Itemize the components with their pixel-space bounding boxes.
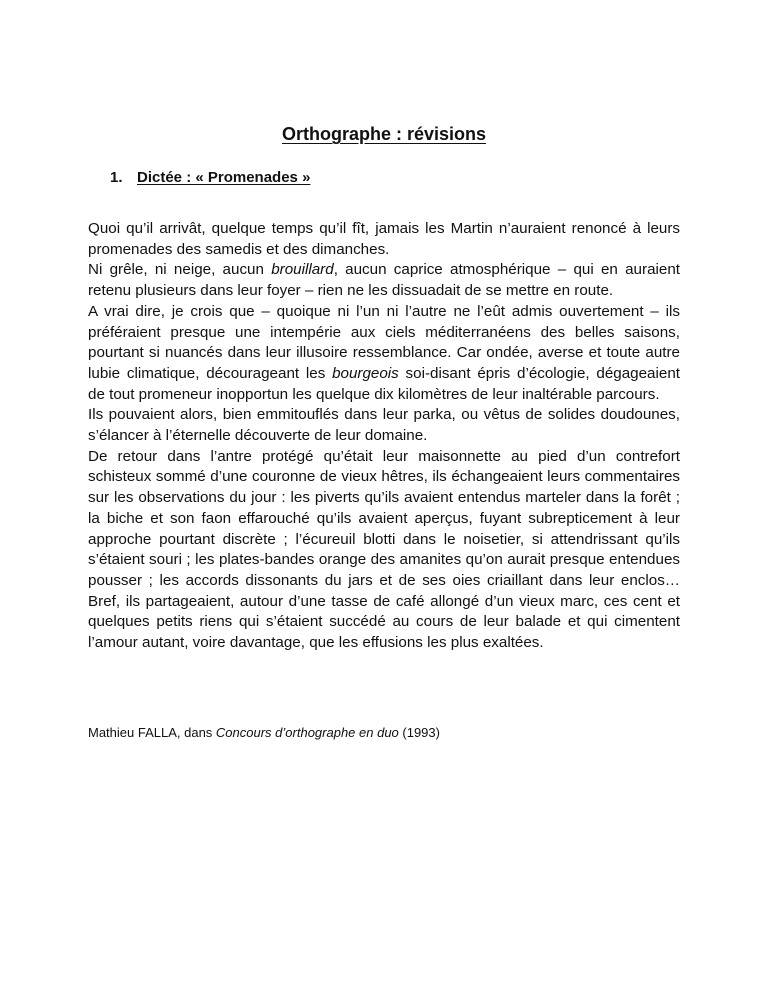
source-work-title: Concours d’orthographe en duo	[215, 725, 399, 740]
paragraph-text: A vrai dire, je crois que – quoique ni l’un ni l’autre ne l’eût admis ouvertement – ils préféraient presque une intempérie aux ciels méditerranéens des belles saisons, pourtant si nuancés dans leur illusoire ressemblance. Car ondée, averse et toute autre lubie climatique, décourageant les	[88, 302, 680, 382]
paragraph-text: Ils pouvaient alors, bien emmitouflés dans leur parka, ou vêtus de solides doudounes, s’élancer à l’éternelle découverte de leur domaine.	[88, 406, 680, 445]
paragraph	[88, 302, 680, 406]
section-heading	[110, 169, 310, 186]
paragraph	[88, 447, 680, 654]
paragraph-emphasis: brouillard	[271, 261, 334, 279]
document-title: Orthographe : révisions	[281, 124, 487, 144]
paragraph	[88, 260, 680, 301]
section-label: Dictée : « Promenades »	[137, 169, 311, 186]
paragraph-text: De retour dans l’antre protégé qu’était leur maisonnette au pied d’un contrefort schisteux sommé d’une couronne de vieux hêtres, ils échangeaient leurs commentaires sur les observations du jour : les piverts qu’ils avaient entendus marteler dans la forêt ; la biche et son faon effarouché qu’ils avaient aperçus, fuyant subrepticement à leur approche pourtant discrète ; l’écureuil blotti dans le noisetier, si attendrissant qu’ils s’étaient souri ; les plates-bandes orange des amanites qu’on aurait presque entendues pousser ; les accords dissonants du jars et de ses oies criaillant dans leur enclos… Bref, ils partageaient, autour d’une tasse de café allongé d’un vieux marc, ces cent et quelques petits riens qui s’étaient succédé au cours de leur balade et qui cimentent l’amour autant, voire davantage, que les effusions les plus exaltées.	[88, 447, 680, 652]
dictation-text	[88, 219, 680, 654]
paragraph-text: Ni grêle, ni neige, aucun	[88, 261, 272, 279]
source-author: Mathieu FALLA, dans	[88, 725, 216, 740]
paragraph-text: Quoi qu’il arrivât, quelque temps qu’il fît, jamais les Martin n’auraient renoncé à leurs promenades des samedis et des dimanches.	[88, 220, 680, 258]
source-citation	[88, 725, 440, 740]
paragraph-text: , aucun caprice atmosphérique – qui en auraient retenu plusieurs dans leur foyer – rien ne les dissuadait de se mettre en route.	[88, 261, 680, 300]
source-year: (1993)	[398, 725, 440, 740]
paragraph	[88, 219, 680, 260]
section-number: 1.	[110, 169, 123, 186]
paragraph-text: soi-disant épris d’écologie, dégageaient de tout promeneur inopportun les quelque dix kilomètres de leur inaltérable parcours.	[88, 364, 680, 403]
paragraph-emphasis: bourgeois	[332, 364, 399, 382]
paragraph	[88, 405, 680, 446]
